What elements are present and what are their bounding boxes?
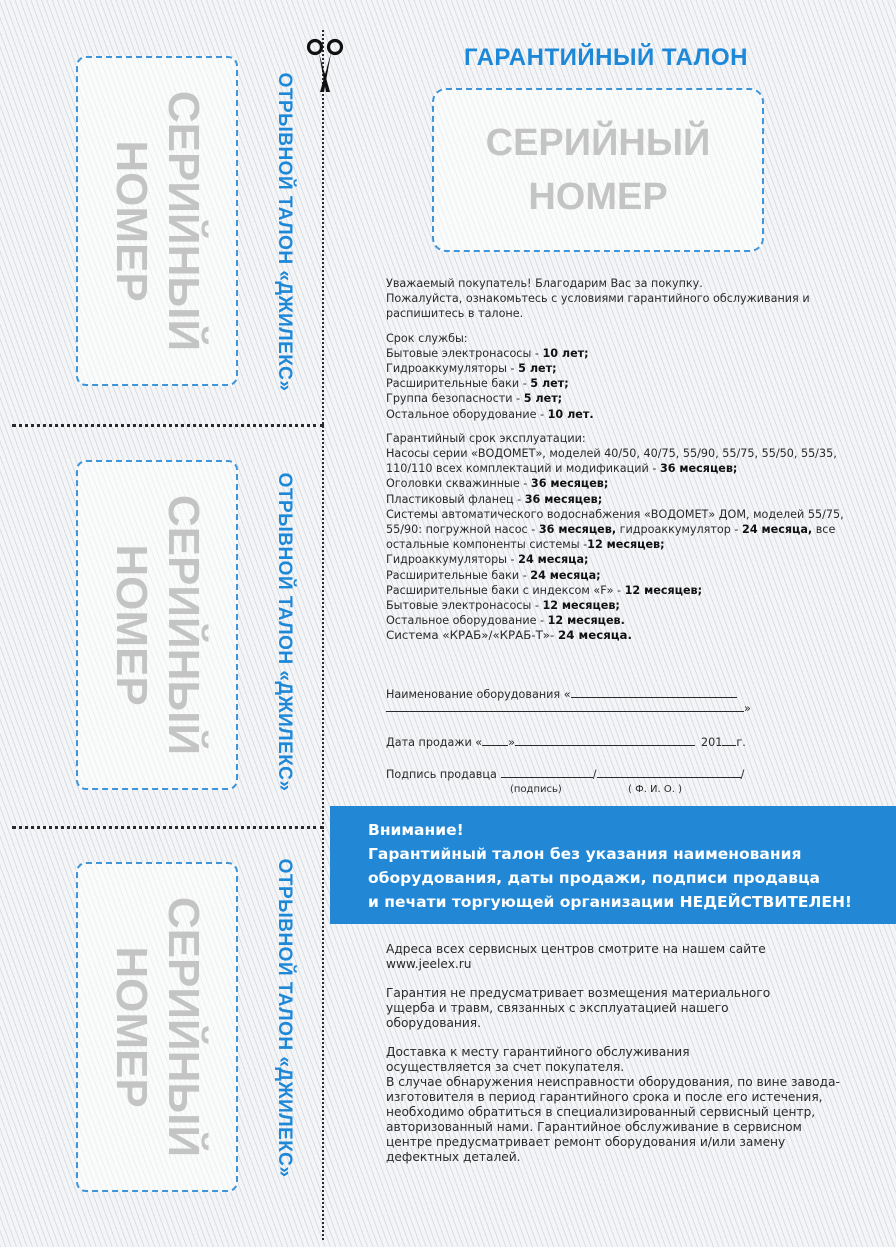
greeting: Уважаемый покупатель! Благодарим Вас за покупку.	[386, 277, 703, 290]
tear-off-stub-3	[0, 828, 320, 1228]
info-delivery: Доставка к месту гарантийного обслуживания осуществляется за счет покупателя. В случае обнаружения неисправности оборудования, по вине завода-изготовителя в период гарантийного срока и после его истечения, необходимо обратиться в специализированный сервисный центр, авторизованный нами. Гарантийное обслуживание в сервисном центре предусматривает ремонт оборудования и/или замену дефектных деталей.	[386, 1045, 840, 1164]
service-life-item: Расширительные баки - 5 лет;	[386, 377, 569, 391]
greeting: Пожалуйста, ознакомьтесь с условиями гарантийного обслуживания и распишитесь в талоне.	[386, 292, 810, 321]
equipment-name-field[interactable]: Наименование оборудования «	[386, 686, 766, 701]
serial-label-line2: НОМЕР	[528, 176, 668, 218]
service-life-item: Группа безопасности - 5 лет;	[386, 392, 563, 406]
seller-signature-field[interactable]: Подпись продавца / /	[386, 768, 745, 781]
info-text	[386, 942, 856, 1179]
warranty-item: Оголовки скважинные - 36 месяцев;	[386, 477, 609, 491]
warning-text: оборудования, даты продажи, подписи продавца	[368, 869, 821, 887]
warranty-item: Расширительные баки с индексом «F» - 12 месяцев;	[386, 583, 703, 597]
stub-serial-label: СЕРИЙНЫЙ НОМЕР	[107, 494, 208, 756]
sale-month-line[interactable]	[515, 734, 695, 746]
warranty-item: Гидроаккумуляторы - 24 месяца;	[386, 553, 589, 567]
service-life-item: Бытовые электронасосы - 10 лет;	[386, 346, 589, 360]
warranty-heading: Гарантийный срок эксплуатации:	[386, 431, 586, 445]
warranty-item: Системы автоматического водоснабжения «ВОДОМЕТ» ДОМ, моделей 55/75, 55/90: погружной насос - 36 месяцев, гидроаккумулятор - 24 месяца, все остальные компоненты системы -12 месяцев;	[386, 507, 844, 552]
stub-title: ОТРЫВНОЙ ТАЛОН «ДЖИЛЕКС»	[274, 858, 295, 1178]
page-title: ГАРАНТИЙНЫЙ ТАЛОН	[463, 44, 748, 71]
info-liability: Гарантия не предусматривает возмещения материального ущерба и травм, связанных с эксплуатацией нашего оборудования.	[386, 986, 771, 1030]
sale-year-line[interactable]	[722, 734, 736, 746]
equipment-name-line[interactable]	[571, 686, 737, 698]
service-life-item: Остальное оборудование - 10 лет.	[386, 407, 594, 421]
info-service-centers: Адреса всех сервисных центров смотрите на нашем сайте www.jeelex.ru	[386, 942, 766, 971]
tear-off-stub-1	[0, 0, 320, 420]
vertical-cut-line	[322, 30, 324, 1240]
warning-banner	[330, 806, 896, 924]
sale-day-line[interactable]	[482, 734, 508, 746]
equipment-name-field-line2[interactable]: »	[386, 700, 766, 715]
warning-title: Внимание!	[368, 821, 464, 839]
stub-serial-label: СЕРИЙНЫЙ НОМЕР	[107, 896, 208, 1158]
stub-title: ОТРЫВНОЙ ТАЛОН «ДЖИЛЕКС»	[274, 72, 295, 392]
sale-date-field[interactable]: Дата продажи « » 201 г.	[386, 736, 746, 749]
stub-serial-label: СЕРИЙНЫЙ НОМЕР	[107, 90, 208, 352]
service-life-heading: Срок службы:	[386, 331, 468, 345]
warranty-item: Пластиковый фланец - 36 месяцев;	[386, 492, 603, 506]
stub-title: ОТРЫВНОЙ ТАЛОН «ДЖИЛЕКС»	[274, 472, 295, 792]
tear-off-stub-2	[0, 426, 320, 826]
service-life-item: Гидроаккумуляторы - 5 лет;	[386, 362, 557, 376]
signature-line[interactable]	[501, 766, 593, 778]
signature-caption: (подпись)	[510, 784, 562, 795]
warranty-item: Остальное оборудование - 12 месяцев.	[386, 614, 625, 628]
equipment-name-line[interactable]	[386, 700, 744, 712]
warranty-item: Расширительные баки - 24 месяца;	[386, 568, 601, 582]
warning-text: Гарантийный талон без указания наименования	[368, 845, 802, 863]
full-name-caption: ( Ф. И. О. )	[628, 784, 683, 795]
scissors-icon	[306, 38, 344, 94]
serial-label-line1: СЕРИЙНЫЙ	[485, 122, 711, 164]
terms-text	[386, 276, 856, 644]
warning-text: и печати торгующей организации НЕДЕЙСТВИТЕЛЕН!	[368, 893, 852, 911]
warranty-item: Система «КРАБ»/«КРАБ-Т»- 24 месяца.	[386, 628, 632, 643]
serial-number-box	[432, 88, 764, 252]
warranty-item: Насосы серии «ВОДОМЕТ», моделей 40/50, 40/75, 55/90, 55/75, 55/50, 55/35, 110/110 всех комплектаций и модификаций - 36 месяцев;	[386, 447, 837, 476]
warranty-item: Бытовые электронасосы - 12 месяцев;	[386, 599, 620, 613]
full-name-line[interactable]	[597, 766, 741, 778]
